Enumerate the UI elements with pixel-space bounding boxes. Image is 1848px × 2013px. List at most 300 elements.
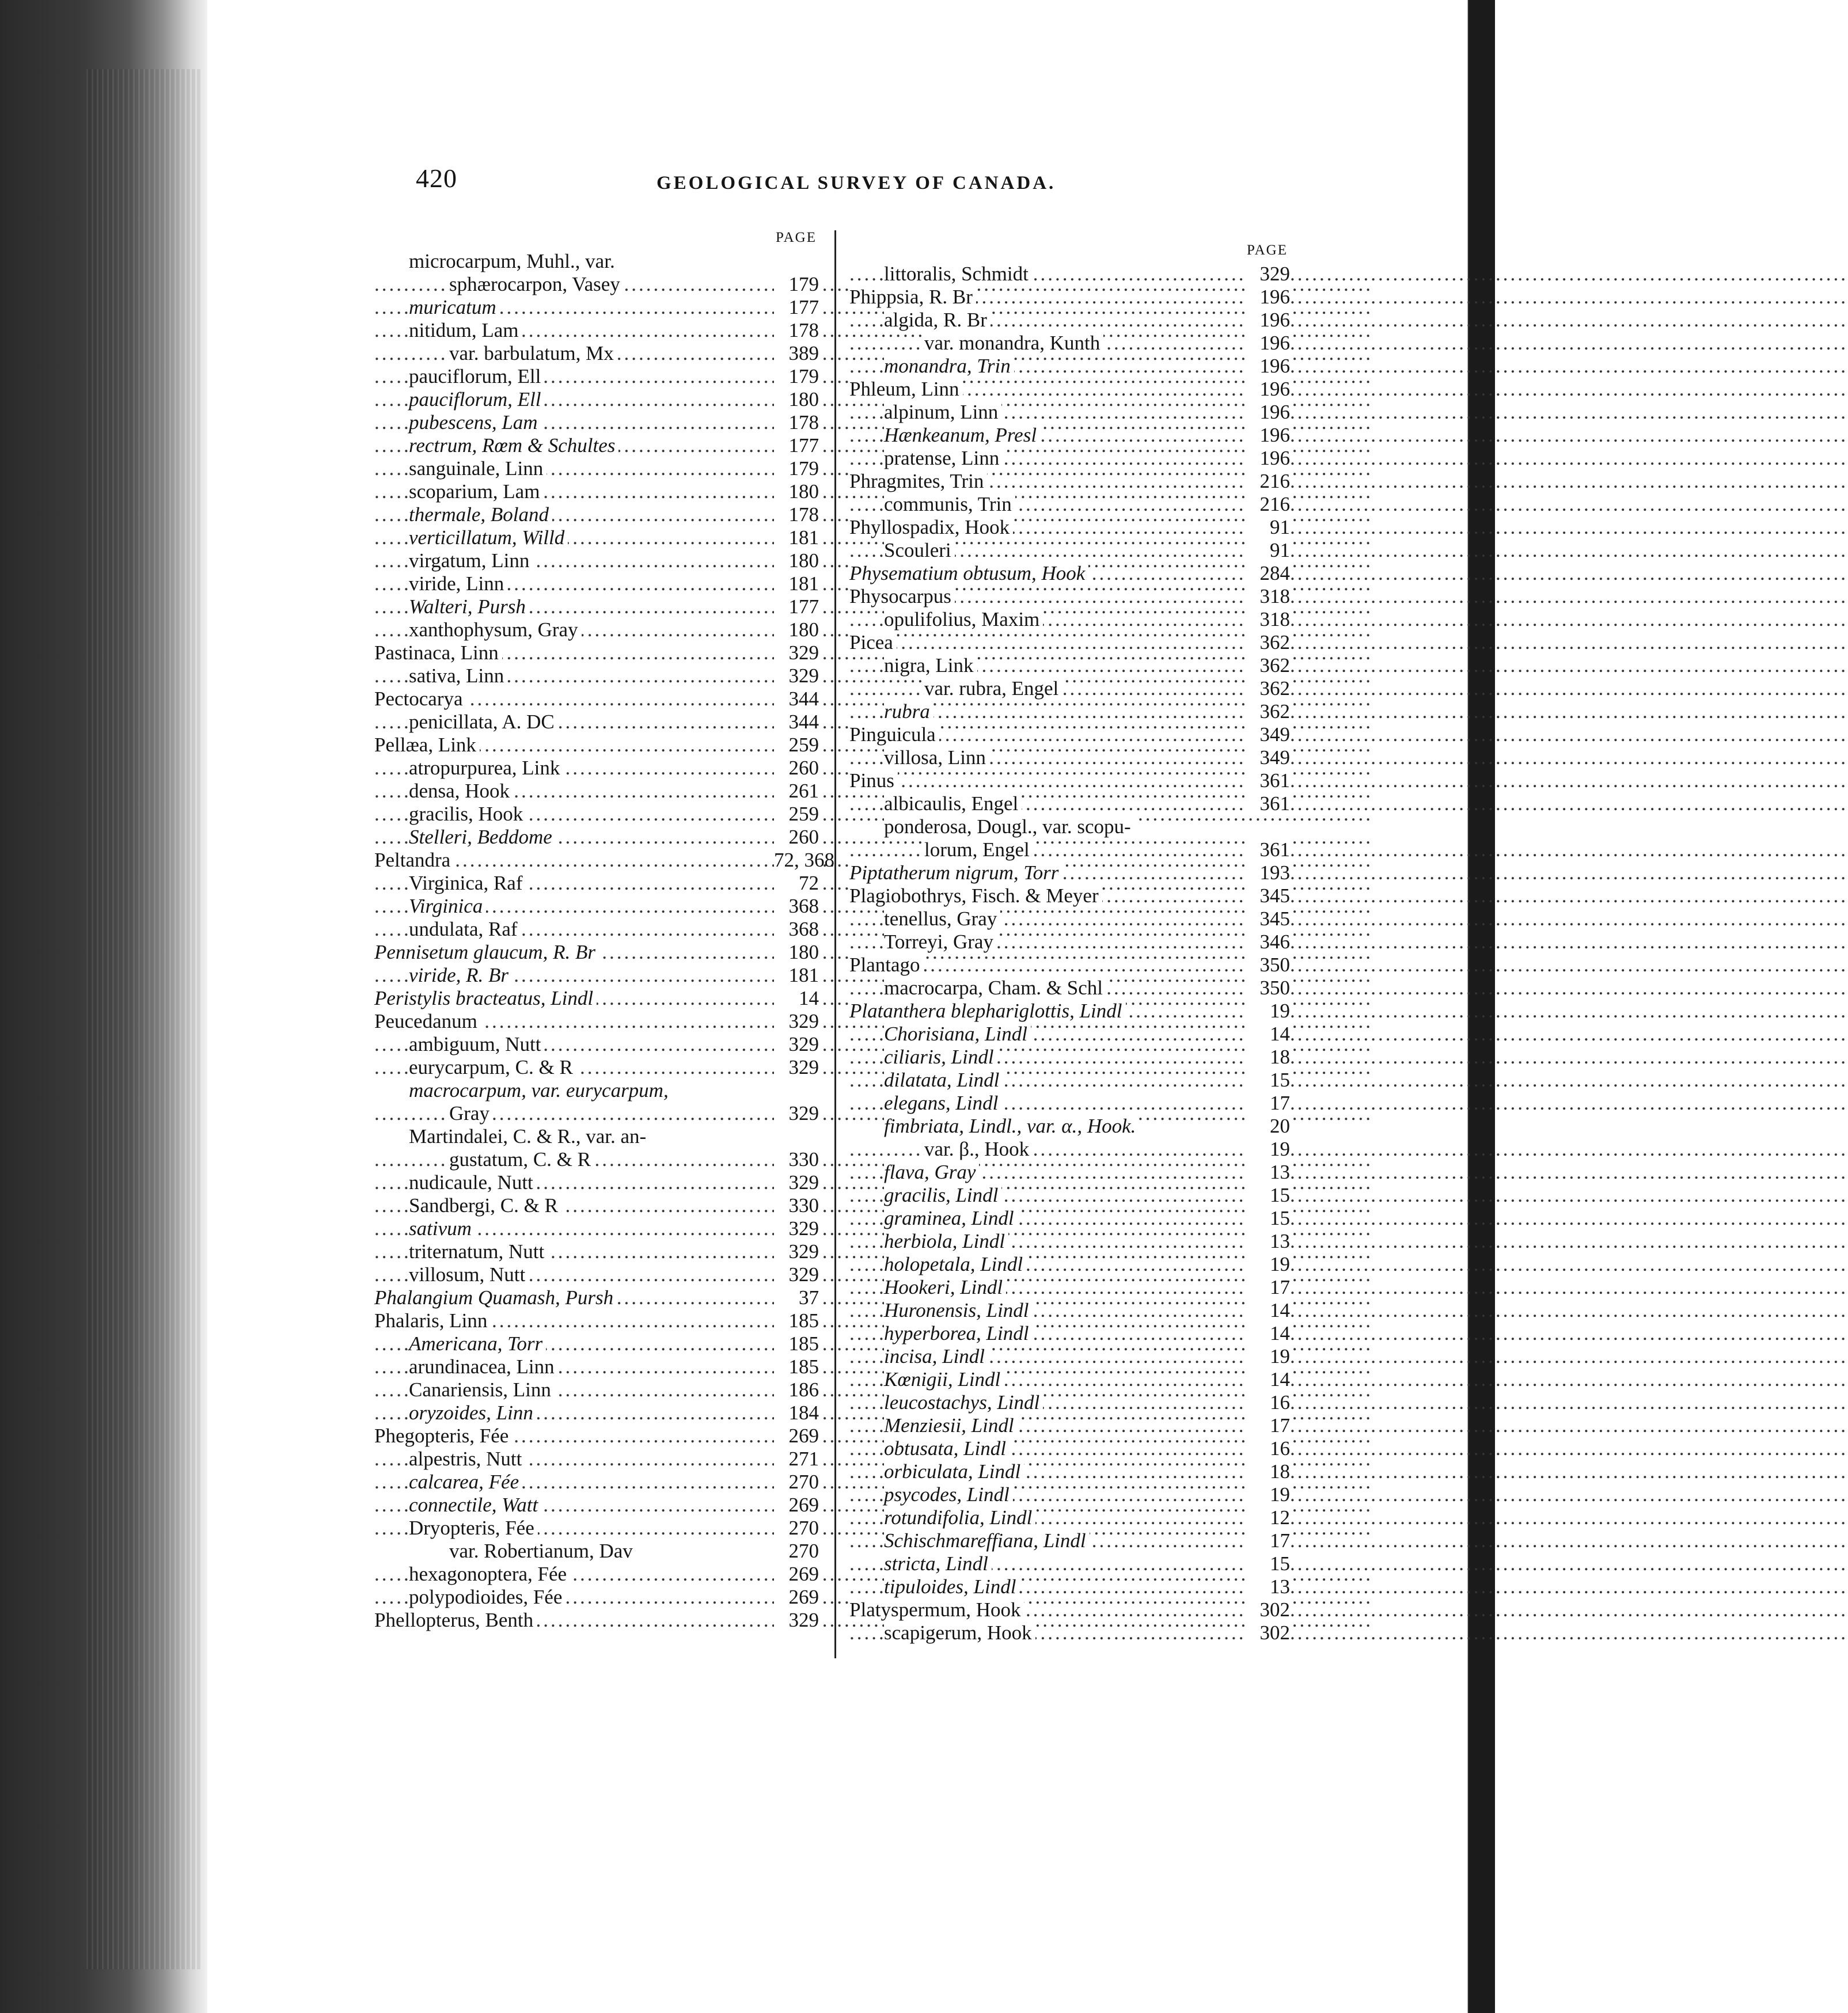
index-entry	[374, 918, 819, 941]
entry-page-number: 361	[1245, 838, 1290, 861]
entry-page-number: 185	[774, 1309, 819, 1332]
entry-page-number: 181	[774, 572, 819, 595]
entry-name: dilatata, Lindl	[884, 1069, 1003, 1092]
entry-page-number: 20	[1245, 1115, 1290, 1138]
entry-name: oryzoides, Linn	[409, 1401, 537, 1425]
entry-page-number: 389	[774, 342, 819, 365]
index-entry	[849, 286, 1290, 309]
column-page-label: PAGE	[776, 230, 817, 245]
index-entry	[374, 342, 819, 365]
entry-page-number: 362	[1245, 654, 1290, 677]
index-entry	[849, 1575, 1290, 1598]
entry-name: macrocarpa, Cham. & Schl	[884, 977, 1106, 1000]
entry-name: ponderosa, Dougl., var. scopu-	[884, 815, 1134, 838]
index-entry	[374, 572, 819, 595]
index-entry	[374, 1309, 819, 1332]
index-entry	[849, 493, 1290, 516]
entry-page-number: 14	[1245, 1322, 1290, 1345]
entry-page-number: 193	[1245, 861, 1290, 884]
entry-name: Chorisiana, Lindl	[884, 1023, 1031, 1046]
entry-name: densa, Hook	[409, 780, 513, 803]
entry-page-number: 177	[774, 296, 819, 319]
entry-page-number: 16	[1245, 1391, 1290, 1414]
entry-page-number: 196	[1245, 447, 1290, 470]
entry-name: elegans, Lindl	[884, 1092, 1001, 1115]
entry-name: Scouleri	[884, 539, 955, 562]
index-entry	[374, 480, 819, 503]
entry-page-number: 349	[1245, 746, 1290, 769]
entry-name: macrocarpum, var. eurycarpum,	[409, 1079, 672, 1102]
index-entry	[374, 849, 834, 872]
index-entry	[849, 1460, 1290, 1483]
index-entry	[849, 1230, 1290, 1253]
entry-name: Stelleri, Beddome	[409, 826, 556, 849]
entry-name: flava, Gray	[884, 1161, 979, 1184]
index-entry	[374, 895, 819, 918]
entry-page-number: 15	[1245, 1184, 1290, 1207]
entry-page-number: 330	[774, 1148, 819, 1171]
entry-name: Schischmareffiana, Lindl	[884, 1529, 1090, 1552]
entry-page-number: 259	[774, 734, 819, 757]
entry-name: sativum	[409, 1217, 475, 1240]
entry-name: arundinacea, Linn	[409, 1355, 558, 1378]
index-entry	[849, 1023, 1290, 1046]
entry-page-number: 14	[774, 987, 819, 1010]
index-entry	[374, 780, 819, 803]
entry-page-number: 91	[1245, 516, 1290, 539]
entry-page-number: 72	[774, 872, 819, 895]
index-entry	[849, 1483, 1290, 1506]
entry-page-number: 284	[1245, 562, 1290, 585]
entry-name: Virginica	[409, 895, 486, 918]
entry-name: Pastinaca, Linn	[374, 641, 502, 664]
index-entry	[849, 1598, 1290, 1621]
entry-name: nitidum, Lam	[409, 319, 522, 342]
entry-page-number: 329	[1245, 263, 1290, 286]
entry-page-number: 196	[1245, 332, 1290, 355]
entry-page-number: 72, 368	[774, 849, 834, 871]
entry-page-number: 329	[774, 1240, 819, 1263]
index-entry	[849, 654, 1290, 677]
index-column-left	[374, 226, 834, 1632]
entry-name: sphærocarpon, Vasey	[449, 273, 624, 296]
entry-page-number: 180	[774, 549, 819, 572]
leader-dots	[374, 1102, 772, 1125]
entry-name: Peltandra	[374, 849, 454, 872]
entry-page-number: 270	[774, 1540, 819, 1563]
index-entry	[374, 1563, 819, 1586]
entry-name: villosa, Linn	[884, 746, 989, 769]
index-entry	[374, 319, 819, 342]
entry-page-number: 19	[1245, 1138, 1290, 1161]
index-entry	[849, 1506, 1290, 1529]
entry-name: alpestris, Nutt	[409, 1448, 525, 1471]
index-entries	[849, 263, 1290, 1644]
entry-name: var. barbulatum, Mx	[449, 342, 617, 365]
entry-name: villosum, Nutt	[409, 1263, 529, 1286]
entry-page-number: 180	[774, 480, 819, 503]
book-binding-edge	[0, 0, 207, 2013]
index-entry	[849, 861, 1290, 884]
index-entry	[374, 1425, 819, 1448]
entry-name: Phyllospadix, Hook	[849, 516, 1013, 539]
index-entry	[849, 838, 1290, 861]
entry-page-number: 196	[1245, 378, 1290, 401]
entry-page-number: 345	[1245, 884, 1290, 907]
index-entry	[374, 987, 819, 1010]
index-entry	[849, 1207, 1290, 1230]
entry-page-number: 178	[774, 503, 819, 526]
entry-name: Torreyi, Gray	[884, 930, 997, 954]
entry-page-number: 260	[774, 826, 819, 849]
entry-page-number: 185	[774, 1355, 819, 1378]
index-entry	[849, 977, 1290, 1000]
entry-name: var. β., Hook	[924, 1138, 1033, 1161]
entry-page-number: 344	[774, 688, 819, 711]
entry-name: Physematium obtusum, Hook	[849, 562, 1088, 585]
entry-name: Picea	[849, 631, 897, 654]
index-entry	[374, 1448, 819, 1471]
entry-name: hyperborea, Lindl	[884, 1322, 1032, 1345]
entry-page-number: 17	[1245, 1529, 1290, 1552]
leader-dots	[849, 631, 1243, 654]
entry-page-number: 368	[774, 918, 819, 941]
index-entry	[849, 769, 1290, 792]
index-entry	[374, 688, 819, 711]
entry-name: Sandbergi, C. & R	[409, 1194, 561, 1217]
entry-page-number: 329	[774, 1010, 819, 1033]
index-entry	[849, 447, 1290, 470]
entry-page-number: 329	[774, 664, 819, 688]
index-entry	[374, 595, 819, 618]
index-entry	[374, 803, 819, 826]
page-stack-lines	[86, 69, 202, 1969]
entry-page-number: 216	[1245, 493, 1290, 516]
entry-name: Pellæa, Link	[374, 734, 480, 757]
entry-page-number: 14	[1245, 1023, 1290, 1046]
entry-page-number: 14	[1245, 1368, 1290, 1391]
index-entry	[374, 1148, 819, 1171]
index-entry	[374, 941, 819, 964]
index-entry	[849, 1253, 1290, 1276]
index-entry	[374, 734, 819, 757]
entry-name: Dryopteris, Fée	[409, 1517, 538, 1540]
entry-page-number: 349	[1245, 723, 1290, 746]
entry-page-number: 196	[1245, 286, 1290, 309]
entry-page-number: 15	[1245, 1207, 1290, 1230]
index-entry	[849, 1299, 1290, 1322]
entry-name: viride, R. Br	[409, 964, 512, 987]
entry-name: connectile, Watt	[409, 1494, 541, 1517]
index-entry	[849, 539, 1290, 562]
index-entry	[849, 954, 1290, 977]
entry-page-number: 350	[1245, 977, 1290, 1000]
entry-page-number: 329	[774, 1263, 819, 1286]
entry-page-number: 329	[774, 1217, 819, 1240]
entry-name: Walteri, Pursh	[409, 595, 529, 618]
entry-name: pratense, Linn	[884, 447, 1003, 470]
entry-name: orbiculata, Lindl	[884, 1460, 1024, 1483]
index-entry	[374, 1263, 819, 1286]
index-entry	[849, 309, 1290, 332]
entry-name: Plantago	[849, 954, 923, 977]
index-entry	[374, 826, 819, 849]
index-entry	[849, 424, 1290, 447]
entry-page-number: 361	[1245, 769, 1290, 792]
index-entry	[374, 250, 819, 273]
index-entry	[374, 1586, 819, 1609]
index-entry	[849, 355, 1290, 378]
entry-name: scoparium, Lam	[409, 480, 543, 503]
index-entry	[374, 1240, 819, 1263]
entry-page-number: 16	[1245, 1437, 1290, 1460]
index-entry	[849, 1322, 1290, 1345]
index-entry	[374, 1010, 819, 1033]
entry-page-number: 329	[774, 1102, 819, 1125]
entry-page-number: 344	[774, 711, 819, 734]
index-entry	[374, 1494, 819, 1517]
entry-name: Platanthera blephariglottis, Lindl	[849, 1000, 1126, 1023]
index-entry	[849, 1138, 1290, 1161]
index-entry	[849, 1069, 1290, 1092]
index-entry	[849, 608, 1290, 631]
index-entry	[849, 263, 1290, 286]
entry-page-number: 346	[1245, 930, 1290, 954]
entry-page-number: 177	[774, 595, 819, 618]
page-number: 420	[416, 164, 457, 193]
entry-name: Americana, Torr	[409, 1332, 546, 1355]
entry-page-number: 368	[774, 895, 819, 918]
entry-name: alpinum, Linn	[884, 401, 1001, 424]
entry-page-number: 181	[774, 964, 819, 987]
entry-page-number: 318	[1245, 585, 1290, 608]
entry-name: leucostachys, Lindl	[884, 1391, 1043, 1414]
entry-name: hexagonoptera, Fée	[409, 1563, 570, 1586]
entry-name: Hænkeanum, Presl	[884, 424, 1040, 447]
entry-page-number: 19	[1245, 1345, 1290, 1368]
entry-name: nudicaule, Nutt	[409, 1171, 537, 1194]
index-entry	[849, 562, 1290, 585]
entry-page-number: 302	[1245, 1598, 1290, 1621]
entry-name: thermale, Boland	[409, 503, 552, 526]
entry-name: atropurpurea, Link	[409, 757, 563, 780]
entry-name: triternatum, Nutt	[409, 1240, 548, 1263]
entry-page-number: 19	[1245, 1253, 1290, 1276]
entry-name: Menziesii, Lindl	[884, 1414, 1018, 1437]
index-entry	[849, 723, 1290, 746]
index-entry	[374, 434, 819, 457]
entry-name: Physocarpus	[849, 585, 955, 608]
index-entry	[849, 1092, 1290, 1115]
entry-page-number: 196	[1245, 424, 1290, 447]
entry-name: scapigerum, Hook	[884, 1621, 1035, 1644]
entry-name: graminea, Lindl	[884, 1207, 1018, 1230]
entry-page-number: 13	[1245, 1230, 1290, 1253]
entry-name: virgatum, Linn	[409, 549, 533, 572]
entry-name: viride, Linn	[409, 572, 507, 595]
entry-page-number: 196	[1245, 309, 1290, 332]
entry-name: calcarea, Fée	[409, 1471, 522, 1494]
entry-page-number: 318	[1245, 608, 1290, 631]
entry-page-number: 13	[1245, 1575, 1290, 1598]
entry-name: pauciflorum, Ell	[409, 365, 544, 388]
index-entry	[374, 1378, 819, 1401]
entry-name: var. Robertianum, Dav	[449, 1540, 636, 1563]
entry-page-number: 180	[774, 941, 819, 964]
index-entry	[374, 1033, 819, 1056]
entry-page-number: 361	[1245, 792, 1290, 815]
entry-name: Phippsia, R. Br	[849, 286, 976, 309]
entry-page-number: 269	[774, 1586, 819, 1609]
entry-name: verticillatum, Willd	[409, 526, 568, 549]
entry-page-number: 19	[1245, 1483, 1290, 1506]
index-entry	[374, 296, 819, 319]
entry-name: ciliaris, Lindl	[884, 1046, 997, 1069]
index-entry	[849, 1184, 1290, 1207]
entry-name: Platyspermum, Hook	[849, 1598, 1024, 1621]
entry-name: stricta, Lindl	[884, 1552, 992, 1575]
entry-page-number: 184	[774, 1401, 819, 1425]
entry-name: herbiola, Lindl	[884, 1230, 1008, 1253]
index-entry	[374, 964, 819, 987]
index-entry	[374, 872, 819, 895]
index-entry	[374, 1125, 819, 1148]
entry-name: Martindalei, C. & R., var. an-	[409, 1125, 650, 1148]
entry-name: nigra, Link	[884, 654, 977, 677]
entry-name: var. monandra, Kunth	[924, 332, 1103, 355]
entry-page-number: 261	[774, 780, 819, 803]
index-entry	[374, 365, 819, 388]
entry-name: Phellopterus, Benth	[374, 1609, 537, 1632]
entry-page-number: 329	[774, 1609, 819, 1632]
entry-page-number: 15	[1245, 1552, 1290, 1575]
entry-name: Phegopteris, Fée	[374, 1425, 512, 1448]
entry-page-number: 15	[1245, 1069, 1290, 1092]
entry-page-number: 216	[1245, 470, 1290, 493]
entry-name: Phalangium Quamash, Pursh	[374, 1286, 617, 1309]
entry-name: incisa, Lindl	[884, 1345, 988, 1368]
entry-page-number: 177	[774, 434, 819, 457]
entry-name: fimbriata, Lindl., var. α., Hook.	[884, 1115, 1139, 1138]
index-entry	[374, 1332, 819, 1355]
index-entry	[374, 1056, 819, 1079]
entry-page-number: 302	[1245, 1621, 1290, 1644]
index-entry	[374, 711, 819, 734]
index-entry	[849, 746, 1290, 769]
index-entry	[374, 1217, 819, 1240]
entry-page-number: 179	[774, 365, 819, 388]
entry-page-number: 329	[774, 641, 819, 664]
index-entry	[849, 1621, 1290, 1644]
entry-name: Piptatherum nigrum, Torr	[849, 861, 1062, 884]
entry-name: undulata, Raf	[409, 918, 521, 941]
index-entry	[849, 332, 1290, 355]
entry-name: psycodes, Lindl	[884, 1483, 1013, 1506]
index-entry	[849, 1276, 1290, 1299]
index-entry	[374, 1540, 819, 1563]
index-entry	[849, 470, 1290, 493]
entry-page-number: 185	[774, 1332, 819, 1355]
entry-name: polypodioides, Fée	[409, 1586, 566, 1609]
entry-page-number: 259	[774, 803, 819, 826]
entry-page-number: 329	[774, 1056, 819, 1079]
entry-name: xanthophysum, Gray	[409, 618, 582, 641]
entry-page-number: 17	[1245, 1276, 1290, 1299]
entry-page-number: 345	[1245, 907, 1290, 930]
entry-page-number: 17	[1245, 1414, 1290, 1437]
index-entry	[849, 700, 1290, 723]
entry-name: pauciflorum, Ell	[409, 388, 544, 411]
index-entry	[374, 1355, 819, 1378]
index-entry	[849, 1000, 1290, 1023]
entry-name: gracilis, Lindl	[884, 1184, 1001, 1207]
index-entry	[374, 1517, 819, 1540]
entry-name: holopetala, Lindl	[884, 1253, 1026, 1276]
entry-name: pubescens, Lam	[409, 411, 541, 434]
entry-name: Huronensis, Lindl	[884, 1299, 1033, 1322]
entry-name: albicaulis, Engel	[884, 792, 1022, 815]
leader-dots	[849, 1138, 1243, 1161]
index-entry	[374, 1171, 819, 1194]
index-entry	[374, 1609, 819, 1632]
index-entry	[374, 1194, 819, 1217]
entry-page-number: 17	[1245, 1092, 1290, 1115]
entry-page-number: 18	[1245, 1460, 1290, 1483]
entry-page-number: 12	[1245, 1506, 1290, 1529]
index-entry	[374, 273, 819, 296]
index-entry	[374, 549, 819, 572]
entry-name: littoralis, Schmidt	[884, 263, 1032, 286]
index-entry	[849, 1552, 1290, 1575]
column-page-label: PAGE	[1247, 242, 1288, 258]
entry-name: ambiguum, Nutt	[409, 1033, 544, 1056]
entry-page-number: 330	[774, 1194, 819, 1217]
entry-name: penicillata, A. DC	[409, 711, 558, 734]
entry-name: tipuloides, Lindl	[884, 1575, 1019, 1598]
index-entry	[849, 677, 1290, 700]
index-entry	[374, 1079, 819, 1102]
entry-name: eurycarpum, C. & R	[409, 1056, 576, 1079]
entry-name: microcarpum, Muhl., var.	[409, 250, 618, 273]
entry-page-number: 271	[774, 1448, 819, 1471]
entry-name: tenellus, Gray	[884, 907, 1000, 930]
index-entry	[374, 1401, 819, 1425]
index-entry	[849, 884, 1290, 907]
index-entry	[849, 907, 1290, 930]
index-entry	[374, 1286, 819, 1309]
entry-page-number: 13	[1245, 1161, 1290, 1184]
index-entry	[374, 411, 819, 434]
index-entry	[374, 1102, 819, 1125]
index-entry	[849, 1414, 1290, 1437]
index-entry	[849, 631, 1290, 654]
index-entry	[374, 757, 819, 780]
index-entry	[849, 585, 1290, 608]
entry-page-number: 196	[1245, 401, 1290, 424]
running-title: GEOLOGICAL SURVEY OF CANADA.	[657, 173, 1056, 193]
index-entry	[849, 1345, 1290, 1368]
entry-name: Pinus	[849, 769, 898, 792]
entry-name: monandra, Trin	[884, 355, 1014, 378]
leader-dots	[849, 769, 1243, 792]
entry-name: Plagiobothrys, Fisch. & Meyer	[849, 884, 1102, 907]
entry-name: communis, Trin	[884, 493, 1015, 516]
index-entry	[374, 664, 819, 688]
entry-page-number: 14	[1245, 1299, 1290, 1322]
index-entry	[849, 1529, 1290, 1552]
entry-name: var. rubra, Engel	[924, 677, 1062, 700]
entry-name: rubra	[884, 700, 934, 723]
